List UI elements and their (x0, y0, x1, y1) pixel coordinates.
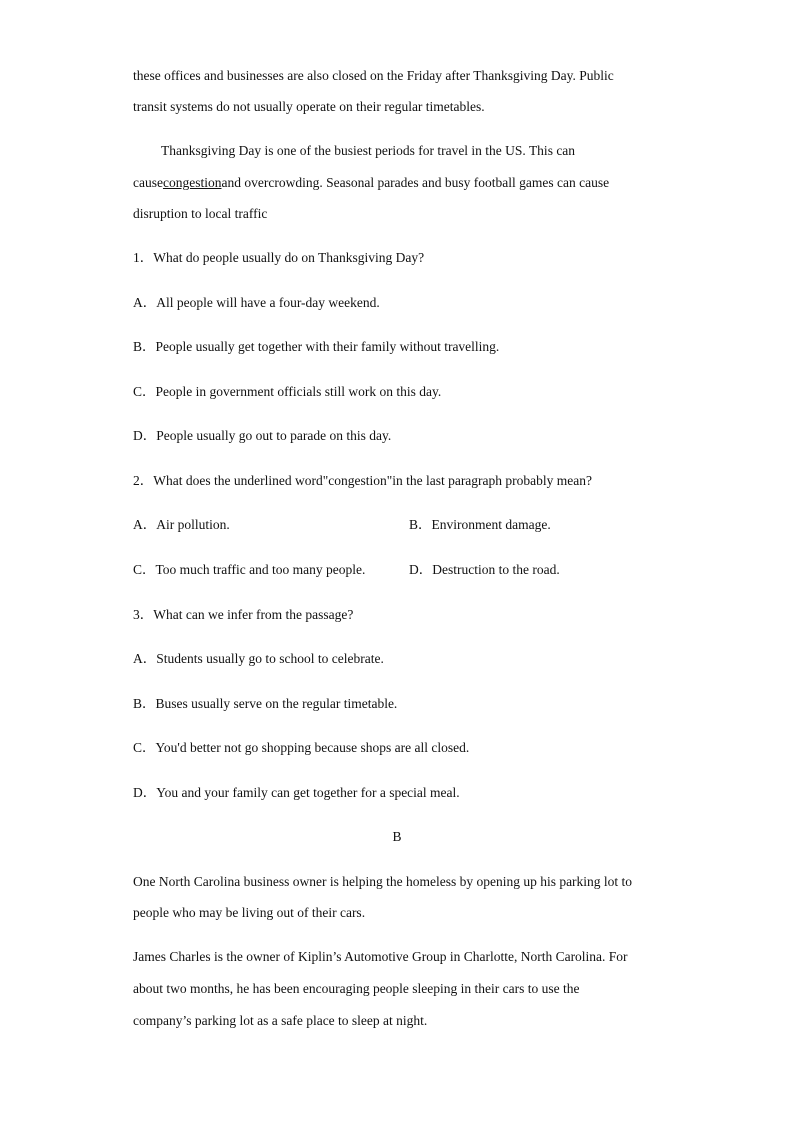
question-3-option-d: D．You and your family can get together for a special meal. (133, 785, 460, 800)
section-b-p1-line2: people who may be living out of their cars. (133, 905, 366, 920)
question-3-option-c: C．You'd better not go shopping because shops are all closed. (133, 740, 470, 755)
passage-a-p2-line2-post: and overcrowding. Seasonal parades and busy football games can cause (221, 175, 610, 190)
question-3-option-a: A．Students usually go to school to celebrate. (133, 651, 384, 666)
section-b-p2-line2: about two months, he has been encouraging people sleeping in their cars to use the (133, 981, 580, 996)
question-1-option-d: D．People usually go out to parade on this day. (133, 428, 392, 443)
question-1-option-a: A．All people will have a four-day weekend. (133, 295, 380, 310)
question-2-option-d: D．Destruction to the road. (409, 562, 560, 577)
passage-a-p2-line3: disruption to local traffic (133, 206, 268, 221)
passage-a-p1-line2: transit systems do not usually operate on their regular timetables. (133, 99, 485, 114)
section-b-heading: B (392, 829, 402, 844)
passage-a-p1-line1: these offices and businesses are also closed on the Friday after Thanksgiving Day. Public (133, 68, 614, 83)
question-1-option-c: C．People in government officials still work on this day. (133, 384, 442, 399)
passage-a-p2-line2-pre: cause (133, 175, 163, 190)
question-3-option-b: B．Buses usually serve on the regular timetable. (133, 696, 398, 711)
section-b-p1-line1: One North Carolina business owner is helping the homeless by opening up his parking lot to (133, 874, 633, 889)
question-2-stem: 2．What does the underlined word"congestion"in the last paragraph probably mean? (133, 473, 593, 488)
section-b-p2-line3: company’s parking lot as a safe place to sleep at night. (133, 1013, 428, 1028)
question-2-option-c: C．Too much traffic and too many people. (133, 562, 366, 577)
question-2-option-a: A．Air pollution. (133, 517, 230, 532)
question-2-option-b: B．Environment damage. (409, 517, 551, 532)
underlined-word-congestion: congestion (162, 175, 222, 190)
question-1-stem: 1．What do people usually do on Thanksgiving Day? (133, 250, 425, 265)
passage-a-p2-line1: Thanksgiving Day is one of the busiest periods for travel in the US. This can (161, 143, 576, 158)
passage-a-p2-line2 (133, 174, 609, 192)
section-b-p2-line1: James Charles is the owner of Kiplin’s Automotive Group in Charlotte, North Carolina. For (133, 949, 628, 964)
question-3-stem: 3．What can we infer from the passage? (133, 607, 354, 622)
question-1-option-b: B．People usually get together with their family without travelling. (133, 339, 500, 354)
